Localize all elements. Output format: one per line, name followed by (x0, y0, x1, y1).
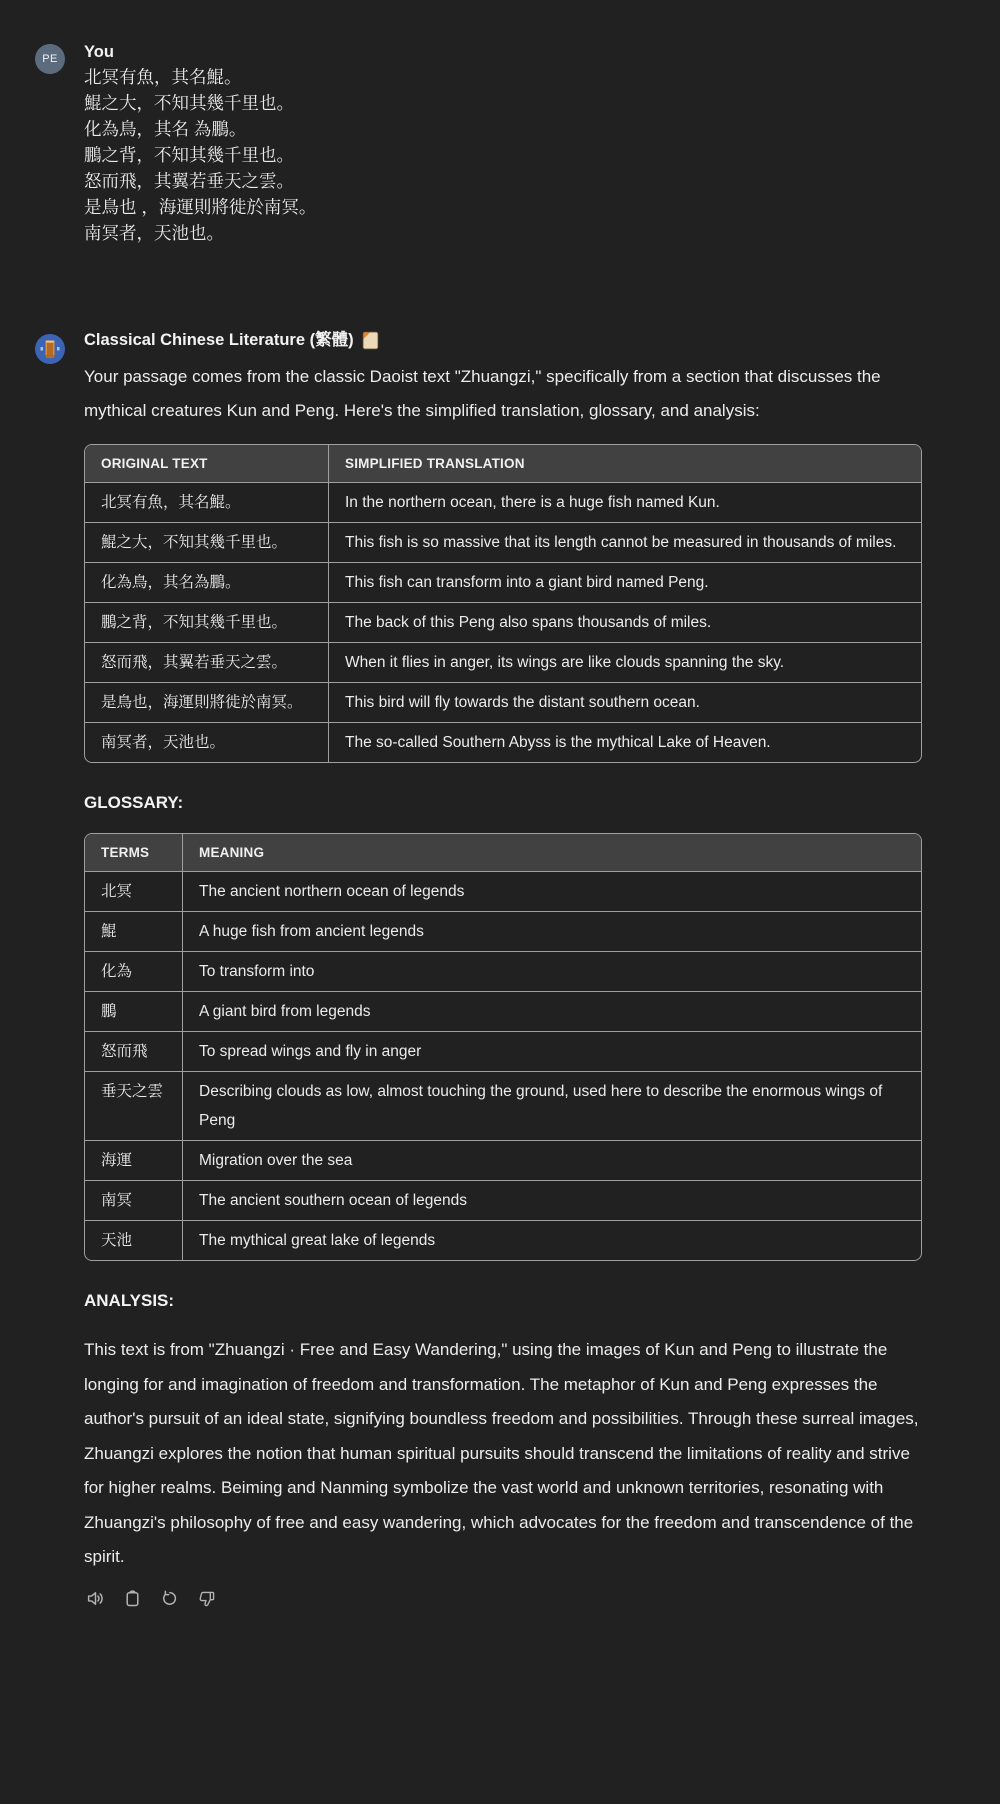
regenerate-button[interactable] (158, 1587, 181, 1610)
glossary-heading: GLOSSARY: (84, 793, 184, 812)
table-cell: 化為鳥，其名為鵬。 (85, 562, 328, 602)
user-text-line: 是鳥也 ，海運則將徙於南冥。 (84, 197, 317, 217)
table-cell: 是鳥也，海運則將徙於南冥。 (85, 682, 328, 722)
table-cell: 南冥 (85, 1180, 182, 1220)
table-cell: 鵬 (85, 991, 182, 1031)
scroll-avatar-icon (35, 334, 65, 364)
glossary-table (84, 833, 922, 1261)
table-cell: Migration over the sea (182, 1140, 921, 1180)
table-cell: When it flies in anger, its wings are like clouds spanning the sky. (328, 642, 921, 682)
user-text-line: 怒而飛，其翼若垂天之雲。 (84, 171, 294, 191)
column-header-meaning: MEANING (182, 834, 921, 872)
assistant-message (35, 328, 922, 1610)
table-cell: In the northern ocean, there is a huge fish named Kun. (328, 483, 921, 522)
table-row (85, 642, 921, 682)
table-row (85, 602, 921, 642)
table-cell: The back of this Peng also spans thousands of miles. (328, 602, 921, 642)
table-cell: 天池 (85, 1220, 182, 1260)
table-row (85, 562, 921, 602)
book-emoji-icon (362, 331, 379, 350)
intro-paragraph: Your passage comes from the classic Daoist text "Zhuangzi," specifically from a section that discusses the mythical creatures Kun and Peng. Here's the simplified translation, glossary, and analysis: (84, 367, 881, 420)
table-header-row (85, 445, 921, 483)
table-row (85, 722, 921, 762)
column-header-original-text: ORIGINAL TEXT (85, 445, 328, 483)
column-header-terms: TERMS (85, 834, 182, 872)
table-row (85, 483, 921, 522)
table-row (85, 1220, 921, 1260)
table-cell: 垂天之雲 (85, 1071, 182, 1140)
table-row (85, 911, 921, 951)
table-cell: 鵬之背，不知其幾千里也。 (85, 602, 328, 642)
table-row (85, 682, 921, 722)
table-cell: The ancient northern ocean of legends (182, 872, 921, 911)
copy-button[interactable] (121, 1587, 144, 1610)
assistant-title: Classical Chinese Literature (繁體) (84, 331, 354, 349)
table-cell: 鯤之大，不知其幾千里也。 (85, 522, 328, 562)
assistant-avatar (35, 334, 65, 364)
table-cell: 北冥 (101, 883, 133, 900)
table-row (85, 872, 921, 911)
table-cell: 怒而飛，其翼若垂天之雲。 (85, 642, 328, 682)
table-cell: 北冥有魚，其名鯤。 (101, 494, 241, 511)
read-aloud-button[interactable] (84, 1587, 107, 1610)
user-text-line: 南冥者，天池也。 (84, 223, 224, 243)
column-header-simplified-translation: SIMPLIFIED TRANSLATION (328, 445, 921, 483)
table-cell: 南冥者，天池也。 (85, 722, 328, 762)
regenerate-icon (160, 1589, 179, 1608)
table-cell: A huge fish from ancient legends (182, 911, 921, 951)
table-cell: The so-called Southern Abyss is the mythical Lake of Heaven. (328, 722, 921, 762)
table-row (85, 1031, 921, 1071)
table-header-row (85, 834, 921, 872)
table-cell: A giant bird from legends (182, 991, 921, 1031)
user-avatar-initials: PE (42, 53, 58, 65)
user-text-line: 化為鳥，其名 為鵬。 (84, 119, 247, 139)
message-actions (84, 1587, 922, 1610)
table-cell: This fish can transform into a giant bird named Peng. (328, 562, 921, 602)
table-cell: The ancient southern ocean of legends (182, 1180, 921, 1220)
read-aloud-icon (86, 1589, 105, 1608)
table-cell: This bird will fly towards the distant southern ocean. (328, 682, 921, 722)
table-row (85, 1071, 921, 1140)
table-row (85, 522, 921, 562)
table-row (85, 951, 921, 991)
user-message (35, 40, 922, 246)
copy-icon (123, 1589, 142, 1608)
table-cell: 化為 (85, 951, 182, 991)
analysis-heading: ANALYSIS: (84, 1291, 175, 1310)
table-cell: This fish is so massive that its length cannot be measured in thousands of miles. (328, 522, 921, 562)
table-row (85, 991, 921, 1031)
table-cell: To transform into (182, 951, 921, 991)
table-row (85, 1140, 921, 1180)
user-text-line: 鯤之大，不知其幾千里也。 (84, 93, 294, 113)
user-avatar (35, 44, 65, 74)
translation-table (84, 444, 922, 763)
table-cell: To spread wings and fly in anger (182, 1031, 921, 1071)
thumbs-down-button[interactable] (195, 1587, 218, 1610)
table-row (85, 1180, 921, 1220)
analysis-paragraph: This text is from "Zhuangzi · Free and Easy Wandering," using the images of Kun and Peng to illustrate the longing for and imagination of freedom and transformation. The metaphor of Kun and Peng expresses the author's pursuit of an ideal state, signifying boundless freedom and possibilities. Through these surreal images, Zhuangzi explores the notion that human spiritual pursuits should transcend the limitations of reality and strive for higher realms. Beiming and Nanming symbolize the vast world and unknown territories, resonating with Zhuangzi's philosophy of free and easy wandering, which advocates for the freedom and transcendence of the spirit. (84, 1340, 919, 1566)
thumbs-down-icon (197, 1589, 216, 1608)
user-text-line: 鵬之背，不知其幾千里也。 (84, 145, 294, 165)
user-text-line: 北冥有魚，其名鯤。 (84, 67, 242, 87)
table-cell: The mythical great lake of legends (182, 1220, 921, 1260)
table-cell: 鯤 (85, 911, 182, 951)
table-cell: 海運 (85, 1140, 182, 1180)
user-sender-name: You (84, 43, 114, 61)
table-cell: 怒而飛 (85, 1031, 182, 1071)
table-cell: Describing clouds as low, almost touching the ground, used here to describe the enormous wings of Peng (182, 1071, 921, 1140)
